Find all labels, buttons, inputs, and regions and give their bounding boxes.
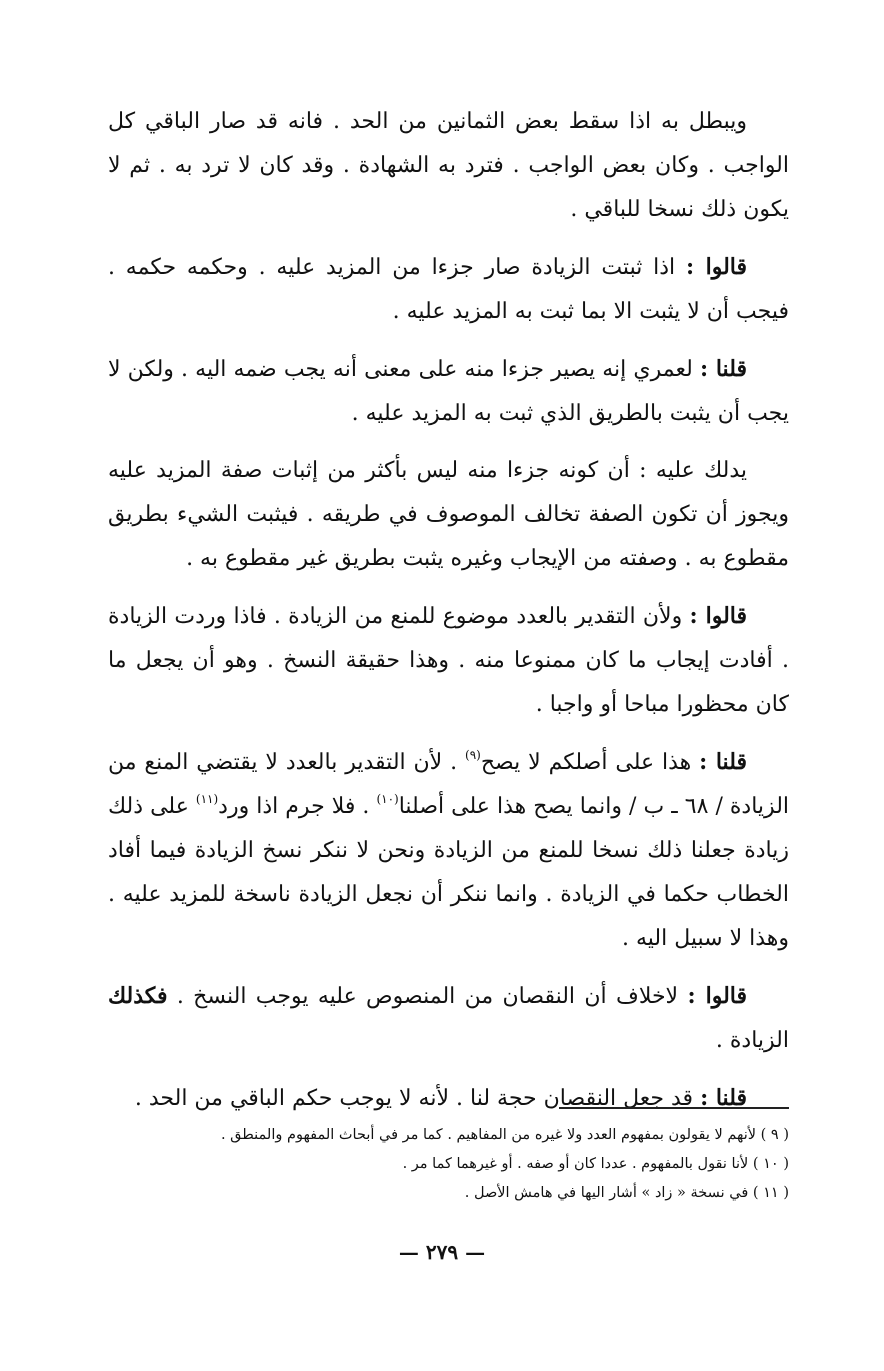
footnote-ref-9[interactable]: (٩) [465,748,481,762]
paragraph-6-text-c: . فلا جرم اذا ورد [218,794,377,819]
footnote-divider [559,1107,789,1109]
footnote-11: ( ١١ ) في نسخة « زاد » أشار اليها في هامش الأصل . [464,1185,789,1201]
paragraph-6-text-b: . لأن التقدير بالعدد لا يقتضي المنع من الزيادة / ٦٨ ـ ب / وانما يصح هذا على أصلنا [108,750,790,819]
paragraph-7 [108,974,789,1063]
paragraph-2-text: اذا ثبتت الزيادة صار جزءا من المزيد عليه . وحكمه حكمه . فيجب أن لا يثبت الا بما ثبت به المزيد عليه . [108,255,789,324]
paragraph-7-lead: قالوا : [687,983,747,1009]
paragraph-6-lead: قلنا : [699,749,747,775]
paragraph-7-bold-word: فكذلك [108,983,168,1009]
paragraph-4 [108,449,789,581]
paragraph-8 [108,1076,789,1121]
paragraph-6 [108,740,789,961]
paragraph-7-tail: الزيادة . [715,1028,789,1053]
paragraph-2 [108,245,789,334]
paragraph-3 [108,347,789,436]
paragraph-5-text: ولأن التقدير بالعدد موضوع للمنع من الزيادة . فاذا وردت الزيادة . أفادت إيجاب ما كان ممنوعا منه . وهذا حقيقة النسخ . وهو أن يجعل ما كان محظورا مباحا أو واجبا . [108,604,789,717]
paragraph-3-text: لعمري إنه يصير جزءا منه على معنى أنه يجب ضمه اليه . ولكن لا يجب أن يثبت بالطريق الذي ثبت به المزيد عليه . [108,357,789,426]
paragraph-2-lead: قالوا : [685,254,747,280]
paragraph-3-lead: قلنا : [699,356,747,382]
paragraph-6-text-a: هذا على أصلكم لا يصح [480,750,700,775]
paragraph-1-text: ويبطل به اذا سقط بعض الثمانين من الحد . فانه قد صار الباقي كل الواجب . وكان بعض الواجب . فترد به الشهادة . وقد كان لا ترد به . ثم لا يكون ذلك نسخا للباقي . [108,109,789,222]
footnote-9: ( ٩ ) لأنهم لا يقولون بمفهوم العدد ولا غيره من المفاهيم . كما مر في أبحاث المفهوم والمنطق . [220,1127,789,1143]
paragraph-6-text-d: على ذلك زيادة جعلنا ذلك نسخا للمنع من الزيادة ونحن لا ننكر نسخ الزيادة فيما أفاد الخطاب حكما في الزيادة . وانما ننكر أن نجعل الزيادة ناسخة للمزيد عليه . وهذا لا سبيل اليه . [108,794,789,951]
paragraph-8-text: قد جعل النقصان حجة لنا . لأنه لا يوجب حكم الباقي من الحد . [134,1086,701,1111]
paragraph-4-text: يدلك عليه : أن كونه جزءا منه ليس بأكثر من إثبات صفة المزيد عليه ويجوز أن تكون الصفة تخالف الموصوف في طريقه . فيثبت الشيء بطريق مقطوع به . وصفته من الإيجاب وغيره يثبت بطريق غير مقطوع به . [108,458,789,571]
paragraph-5 [108,594,789,727]
footnotes [108,1121,789,1208]
paragraph-7-text: لاخلاف أن النقصان من المنصوص عليه يوجب النسخ . [167,984,688,1009]
page-number: — ٢٧٩ — [398,1240,486,1264]
paragraph-5-lead: قالوا : [689,603,748,629]
footnote-ref-10[interactable]: (١٠) [376,792,399,806]
footnote-ref-11[interactable]: (١١) [195,792,219,806]
footnote-10: ( ١٠ ) لأنا نقول بالمفهوم . عددا كان أو صفه . أو غيرهما كما مر . [402,1156,789,1172]
paragraph-1 [108,100,789,232]
paragraph-8-lead: قلنا : [700,1085,747,1111]
